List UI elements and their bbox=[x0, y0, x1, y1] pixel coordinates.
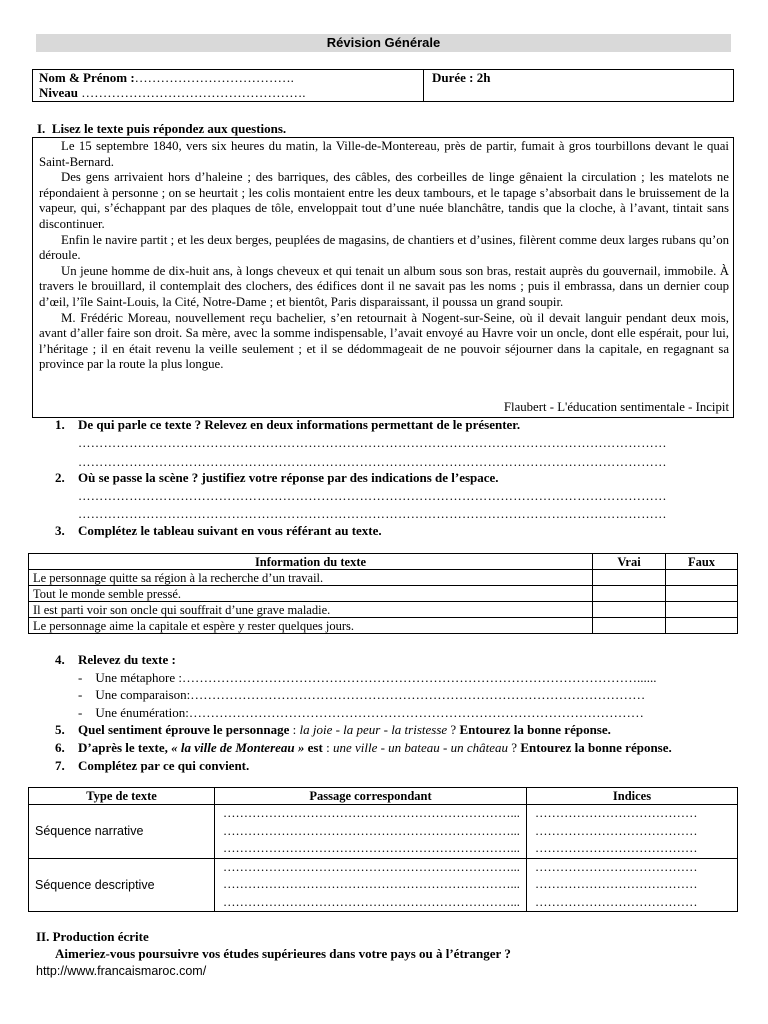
question-text: Où se passe la scène ? justifiez votre réponse par des indications de l’espace. bbox=[78, 470, 499, 485]
question-number: 2. bbox=[55, 470, 65, 485]
quoted-term: « la ville de Montereau » bbox=[171, 740, 305, 755]
list-dash: - bbox=[78, 687, 83, 702]
statement-cell: Le personnage quitte sa région à la recherche d’un travail. bbox=[29, 570, 593, 586]
true-false-table bbox=[28, 553, 738, 634]
table-row bbox=[29, 805, 738, 859]
student-identity-cell bbox=[33, 70, 424, 101]
name-label: Nom & Prénom : bbox=[39, 70, 135, 85]
false-cell[interactable] bbox=[666, 570, 738, 586]
question-text: Complétez par ce qui convient. bbox=[78, 758, 250, 773]
table-header: Indices bbox=[527, 788, 738, 805]
list-dash: - bbox=[78, 670, 83, 685]
item-label: Une énumération: bbox=[95, 705, 189, 720]
question-number: 4. bbox=[55, 652, 65, 667]
section-1-number: I. bbox=[37, 121, 46, 136]
question-number: 7. bbox=[55, 758, 65, 773]
answer-dots[interactable]: …………………………………………………………………………………………… bbox=[190, 687, 646, 702]
name-dots: ………………………………. bbox=[134, 70, 294, 85]
page-title: Révision Générale bbox=[36, 34, 731, 52]
indices-cell[interactable]: ………………………………… ………………………………… ………………………………… bbox=[527, 805, 738, 859]
item-label: Une comparaison: bbox=[95, 687, 191, 702]
instruction: Entourez la bonne réponse. bbox=[520, 740, 672, 755]
sequence-table bbox=[28, 787, 738, 912]
question-number: 5. bbox=[55, 722, 65, 737]
table-header: Passage correspondant bbox=[215, 788, 527, 805]
answer-dots[interactable]: ……………………………………………………………………………………………...... bbox=[181, 670, 657, 685]
level-dots: ……………………………………………. bbox=[81, 85, 306, 100]
answer-line[interactable]: ………………………………………………………………………………………………………………………… bbox=[78, 436, 667, 450]
answer-dots[interactable]: …………………………………………………………………………………………… bbox=[188, 705, 644, 720]
false-cell[interactable] bbox=[666, 602, 738, 618]
answer-line[interactable]: ………………………………………………………………………………………………………………………… bbox=[78, 507, 667, 521]
passage-source: Flaubert - L'éducation sentimentale - Incipit bbox=[503, 400, 729, 415]
table-header: Type de texte bbox=[29, 788, 215, 805]
true-cell[interactable] bbox=[593, 618, 666, 634]
table-header: Information du texte bbox=[29, 554, 593, 570]
instruction: Entourez la bonne réponse. bbox=[459, 722, 611, 737]
section-1-title: Lisez le texte puis répondez aux questions. bbox=[51, 121, 287, 136]
table-row bbox=[29, 618, 738, 634]
question-number: 6. bbox=[55, 740, 65, 755]
table-header: Vrai bbox=[593, 554, 666, 570]
level-label: Niveau bbox=[39, 85, 78, 100]
list-dash: - bbox=[78, 705, 83, 720]
passage-paragraph: Le 15 septembre 1840, vers six heures du matin, la Ville-de-Montereau, près de partir, fumait à gros tourbillons devant le quai Saint-Bernard. bbox=[39, 139, 729, 169]
question-text: Relevez du texte : bbox=[78, 652, 176, 667]
answer-line[interactable]: ………………………………………………………………………………………………………………………… bbox=[78, 489, 667, 503]
passage-paragraph: Un jeune homme de dix-huit ans, à longs cheveux et qui tenait un album sous son bras, restait auprès du gouvernail, immobile. À travers le brouillard, il contemplait des clochers, des édifices dont il ne savait pas les noms ; puis il embrassa, dans un dernier coup d’œil, l’île Saint-Louis, la Cité, Notre-Dame ; et bientôt, Paris disparaissant, il poussa un grand soupir. bbox=[39, 263, 729, 309]
passage-paragraph: Enfin le navire partit ; et les deux berges, peuplées de magasins, de chantiers et d’usines, filèrent comme deux larges rubans qu’on déroule. bbox=[39, 232, 729, 263]
question-text: Complétez le tableau suivant en vous référant au texte. bbox=[78, 523, 382, 538]
table-row bbox=[29, 602, 738, 618]
list-item bbox=[78, 687, 645, 703]
sequence-type-cell: Séquence descriptive bbox=[29, 858, 215, 912]
indices-cell[interactable]: ………………………………… ………………………………… ………………………………… bbox=[527, 858, 738, 912]
answer-options[interactable]: une ville - un bateau - un château bbox=[332, 740, 509, 755]
statement-cell: Il est parti voir son oncle qui souffrait d’une grave maladie. bbox=[29, 602, 593, 618]
question-text: D’après le texte, « la ville de Montereau » est : une ville - un bateau - un château ? Entourez la bonne réponse. bbox=[78, 740, 672, 755]
reading-passage bbox=[32, 137, 734, 418]
sequence-type-cell: Séquence narrative bbox=[29, 805, 215, 859]
student-info-box bbox=[32, 69, 734, 102]
true-cell[interactable] bbox=[593, 570, 666, 586]
statement-cell: Tout le monde semble pressé. bbox=[29, 586, 593, 602]
question-number: 3. bbox=[55, 523, 65, 538]
passage-cell[interactable]: ……………………………………………………………... ……………………………………………………………... ……………………………………………………………... bbox=[215, 858, 527, 912]
true-cell[interactable] bbox=[593, 586, 666, 602]
false-cell[interactable] bbox=[666, 586, 738, 602]
table-row bbox=[29, 858, 738, 912]
writing-prompt: Aimeriez-vous poursuivre vos études supérieures dans votre pays ou à l’étranger ? bbox=[55, 946, 511, 961]
question-text: De qui parle ce texte ? Relevez en deux informations permettant de le présenter. bbox=[78, 417, 521, 432]
passage-cell[interactable]: ……………………………………………………………... ……………………………………………………………... ……………………………………………………………... bbox=[215, 805, 527, 859]
question-text: Quel sentiment éprouve le personnage : la joie - la peur - la tristesse ? Entourez la bonne réponse. bbox=[78, 722, 611, 737]
table-row bbox=[29, 586, 738, 602]
false-cell[interactable] bbox=[666, 618, 738, 634]
statement-cell: Le personnage aime la capitale et espère y rester quelques jours. bbox=[29, 618, 593, 634]
table-header: Faux bbox=[666, 554, 738, 570]
answer-options[interactable]: la joie - la peur - la tristesse bbox=[299, 722, 448, 737]
true-cell[interactable] bbox=[593, 602, 666, 618]
passage-paragraph: Des gens arrivaient hors d’haleine ; des barriques, des câbles, des corbeilles de linge gênaient la circulation ; les matelots ne répondaient à personne ; on se heurtait ; les colis montaient entre les deux tambours, et le tapage s’absorbait dans le bruissement de la vapeur, qui, s’échappant par des plaques de tôle, enveloppait tout d’une nuée blanchâtre, tandis que la cloche, à l’avant, tintait sans discontinuer. bbox=[39, 170, 729, 231]
section-1-heading bbox=[37, 121, 286, 137]
list-item bbox=[78, 670, 656, 686]
question-number: 1. bbox=[55, 417, 65, 432]
answer-line[interactable]: ………………………………………………………………………………………………………………………… bbox=[78, 455, 667, 469]
table-row bbox=[29, 570, 738, 586]
duration-label: Durée : 2h bbox=[432, 70, 491, 85]
list-item bbox=[78, 705, 644, 721]
footer-url[interactable]: http://www.francaismaroc.com/ bbox=[36, 964, 207, 978]
passage-paragraph: M. Frédéric Moreau, nouvellement reçu bachelier, s’en retournait à Nogent-sur-Seine, où il devait languir pendant deux mois, avant d’aller faire son droit. Sa mère, avec la somme indispensable, l’avait envoyé au Havre voir un oncle, dont elle espérait, pour lui, l’héritage ; il en était revenu la veille seulement ; et il se dédommageait de ne pouvoir séjourner dans la capitale, en regagnant sa province par la route la plus longue. bbox=[39, 310, 729, 372]
item-label: Une métaphore : bbox=[95, 670, 182, 685]
section-2-heading: II. Production écrite bbox=[36, 929, 149, 944]
